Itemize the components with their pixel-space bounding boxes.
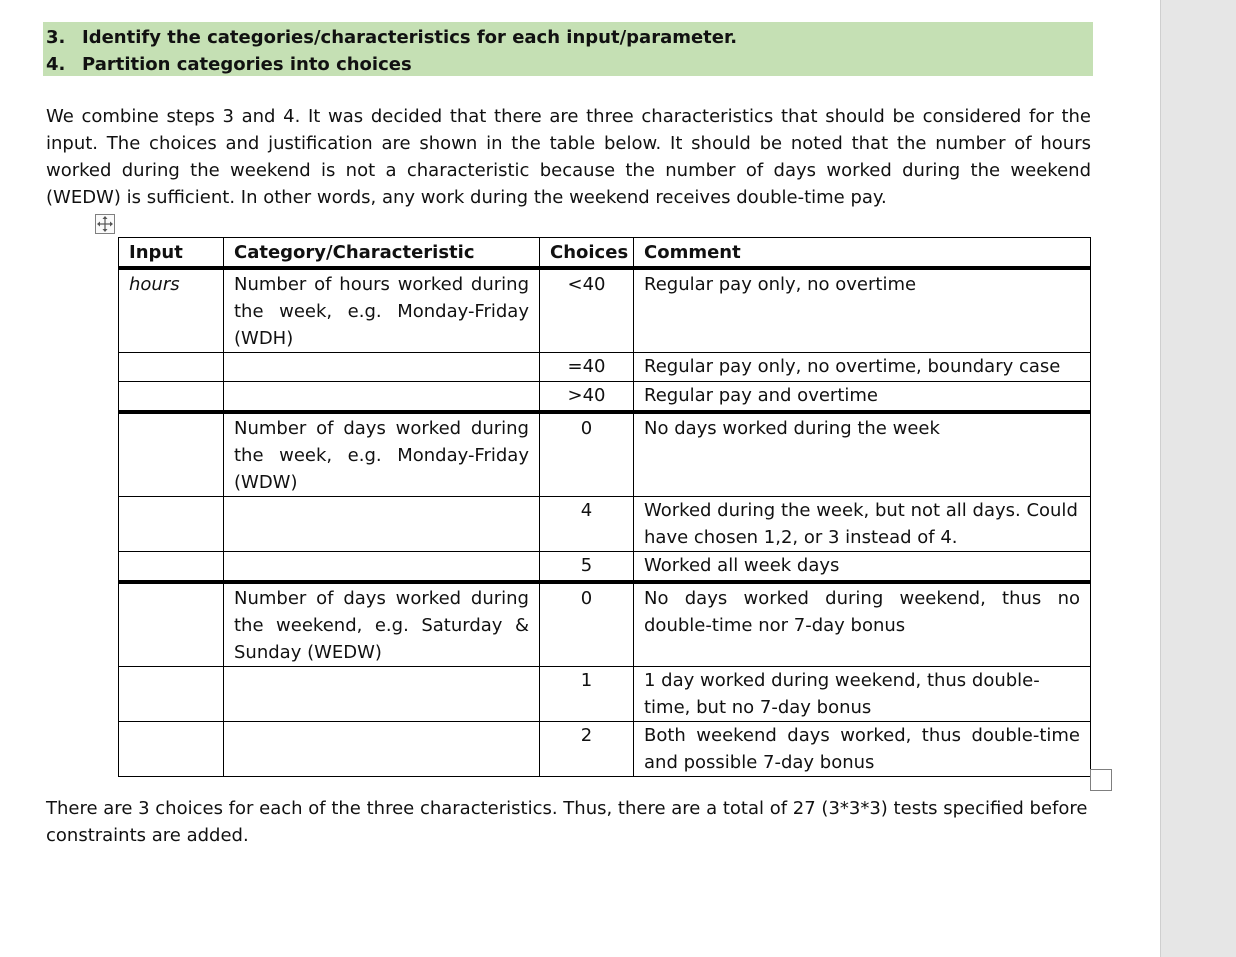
comment-cell: Regular pay and overtime bbox=[634, 382, 1091, 413]
category-cell bbox=[224, 353, 540, 382]
comment-cell: Regular pay only, no overtime, boundary case bbox=[634, 353, 1091, 382]
resize-square-icon[interactable] bbox=[1090, 769, 1112, 791]
header-input: Input bbox=[119, 238, 224, 269]
input-cell bbox=[119, 667, 224, 722]
table-row bbox=[119, 382, 1091, 413]
comment-cell: No days worked during weekend, thus no double-time nor 7-day bonus bbox=[634, 582, 1091, 667]
category-cell: Number of days worked during the week, e.g. Monday-Friday (WDW) bbox=[224, 412, 540, 497]
step-number: 4. bbox=[46, 54, 66, 75]
table-row bbox=[119, 722, 1091, 777]
category-cell bbox=[224, 497, 540, 552]
step-number: 3. bbox=[46, 27, 66, 48]
closing-paragraph: There are 3 choices for each of the three characteristics. Thus, there are a total of 27 (3*3*3) tests specified before constraints are added. bbox=[46, 798, 1088, 846]
table-row bbox=[119, 552, 1091, 583]
header-choices: Choices bbox=[540, 238, 634, 269]
comment-cell: Worked during the week, but not all days. Could have chosen 1,2, or 3 instead of 4. bbox=[634, 497, 1091, 552]
choice-cell: 0 bbox=[540, 412, 634, 497]
table-row bbox=[119, 268, 1091, 353]
comment-cell: Worked all week days bbox=[634, 552, 1091, 583]
input-cell: hours bbox=[119, 268, 224, 353]
step-text: Partition categories into choices bbox=[82, 54, 412, 75]
choice-cell: 0 bbox=[540, 582, 634, 667]
choices-table bbox=[118, 237, 1091, 777]
choice-cell: 4 bbox=[540, 497, 634, 552]
step-4-line bbox=[46, 51, 1093, 78]
step-text: Identify the categories/characteristics for each input/parameter. bbox=[82, 27, 738, 48]
move-arrows-icon[interactable] bbox=[95, 214, 115, 234]
header-category: Category/Characteristic bbox=[224, 238, 540, 269]
category-cell bbox=[224, 722, 540, 777]
comment-cell: No days worked during the week bbox=[634, 412, 1091, 497]
highlighted-steps bbox=[43, 22, 1093, 76]
choice-cell: >40 bbox=[540, 382, 634, 413]
input-cell bbox=[119, 412, 224, 497]
input-cell bbox=[119, 722, 224, 777]
comment-cell: Regular pay only, no overtime bbox=[634, 268, 1091, 353]
input-cell bbox=[119, 497, 224, 552]
choice-cell: <40 bbox=[540, 268, 634, 353]
table-row bbox=[119, 412, 1091, 497]
window-gutter bbox=[1160, 0, 1236, 957]
intro-paragraph: We combine steps 3 and 4. It was decided that there are three characteristics that should be considered for the input. The choices and justification are shown in the table below. It should be noted that the number of hours worked during the weekend is not a characteristic because the number of days worked during the weekend (WEDW) is sufficient. In other words, any work during the weekend receives double-time pay. bbox=[46, 106, 1091, 208]
comment-cell: 1 day worked during weekend, thus double-time, but no 7-day bonus bbox=[634, 667, 1091, 722]
table-header-row bbox=[119, 238, 1091, 269]
category-cell bbox=[224, 382, 540, 413]
table-row bbox=[119, 667, 1091, 722]
table-row bbox=[119, 353, 1091, 382]
step-3-line bbox=[46, 24, 1093, 51]
category-cell: Number of hours worked during the week, e.g. Monday-Friday (WDH) bbox=[224, 268, 540, 353]
choice-cell: =40 bbox=[540, 353, 634, 382]
category-cell: Number of days worked during the weekend, e.g. Saturday & Sunday (WEDW) bbox=[224, 582, 540, 667]
table-row bbox=[119, 582, 1091, 667]
input-cell bbox=[119, 382, 224, 413]
table-row bbox=[119, 497, 1091, 552]
category-cell bbox=[224, 552, 540, 583]
choice-cell: 2 bbox=[540, 722, 634, 777]
input-cell bbox=[119, 353, 224, 382]
comment-cell: Both weekend days worked, thus double-time and possible 7-day bonus bbox=[634, 722, 1091, 777]
input-cell bbox=[119, 582, 224, 667]
choice-cell: 1 bbox=[540, 667, 634, 722]
header-comment: Comment bbox=[634, 238, 1091, 269]
choice-cell: 5 bbox=[540, 552, 634, 583]
input-cell bbox=[119, 552, 224, 583]
category-cell bbox=[224, 667, 540, 722]
